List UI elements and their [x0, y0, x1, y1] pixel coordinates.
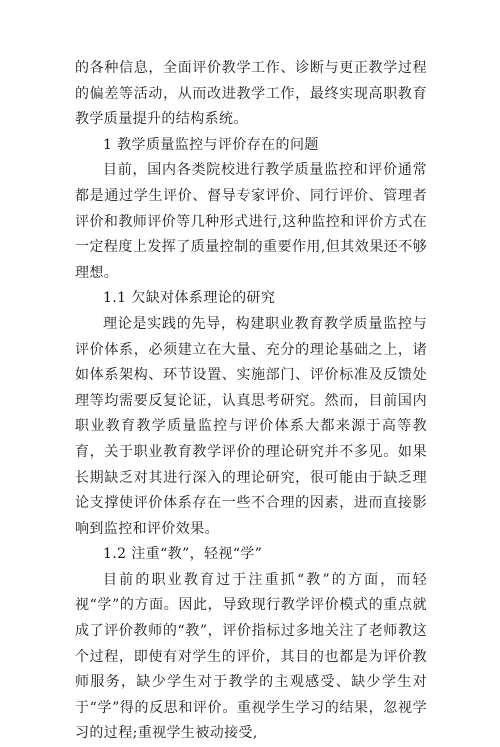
- document-body: [75, 56, 427, 747]
- section-1-heading: 1 教学质量监控与评价存在的问题: [103, 136, 319, 153]
- section-1-paragraph: 目前，国内各类院校进行教学质量监控和评价通常都是通过学生评价、督导专家评价、同行评价、管理者评价和教师评价等几种形式进行,这种监控和评价方式在一定程度上发挥了质量控制的重要作用,但其效果还不够理想。: [75, 162, 427, 281]
- section-1-1-heading: 1.1 欠缺对体系理论的研究: [103, 290, 276, 307]
- section-1-2-heading: 1.2 注重“教”，轻视“学”: [103, 546, 263, 563]
- section-1-2-paragraph: 目前的职业教育过于注重抓“教”的方面，而轻视“学”的方面。因此，导致现行教学评价模式的重点就成了评价教师的“教”，评价指标过多地关注了老师教这个过程，即使有对学生的评价，其目的也都是为评价教师服务，缺少学生对于教学的主观感受、缺少学生对于“学”得的反思和评价。重视学生学习的结果，忽视学习的过程;重视学生被动接受,: [75, 571, 427, 742]
- intro-paragraph: 的各种信息，全面评价教学工作、诊断与更正教学过程的偏差等活动，从而改进教学工作，最终实现高职教育教学质量提升的结构系统。: [75, 60, 427, 128]
- section-1-1-paragraph: 理论是实践的先导，构建职业教育教学质量监控与评价体系，必须建立在大量、充分的理论基础之上，诸如体系架构、环节设置、实施部门、评价标准及反馈处理等均需要反复论证，认真思考研究。然而，目前国内职业教育教学质量监控与评价体系大都来源于高等教育，关于职业教育教学评价的理论研究并不多见。如果长期缺乏对其进行深入的理论研究，很可能由于缺乏理论支撑使评价体系存在一些不合理的因素，进而直接影响到监控和评价效果。: [75, 315, 427, 537]
